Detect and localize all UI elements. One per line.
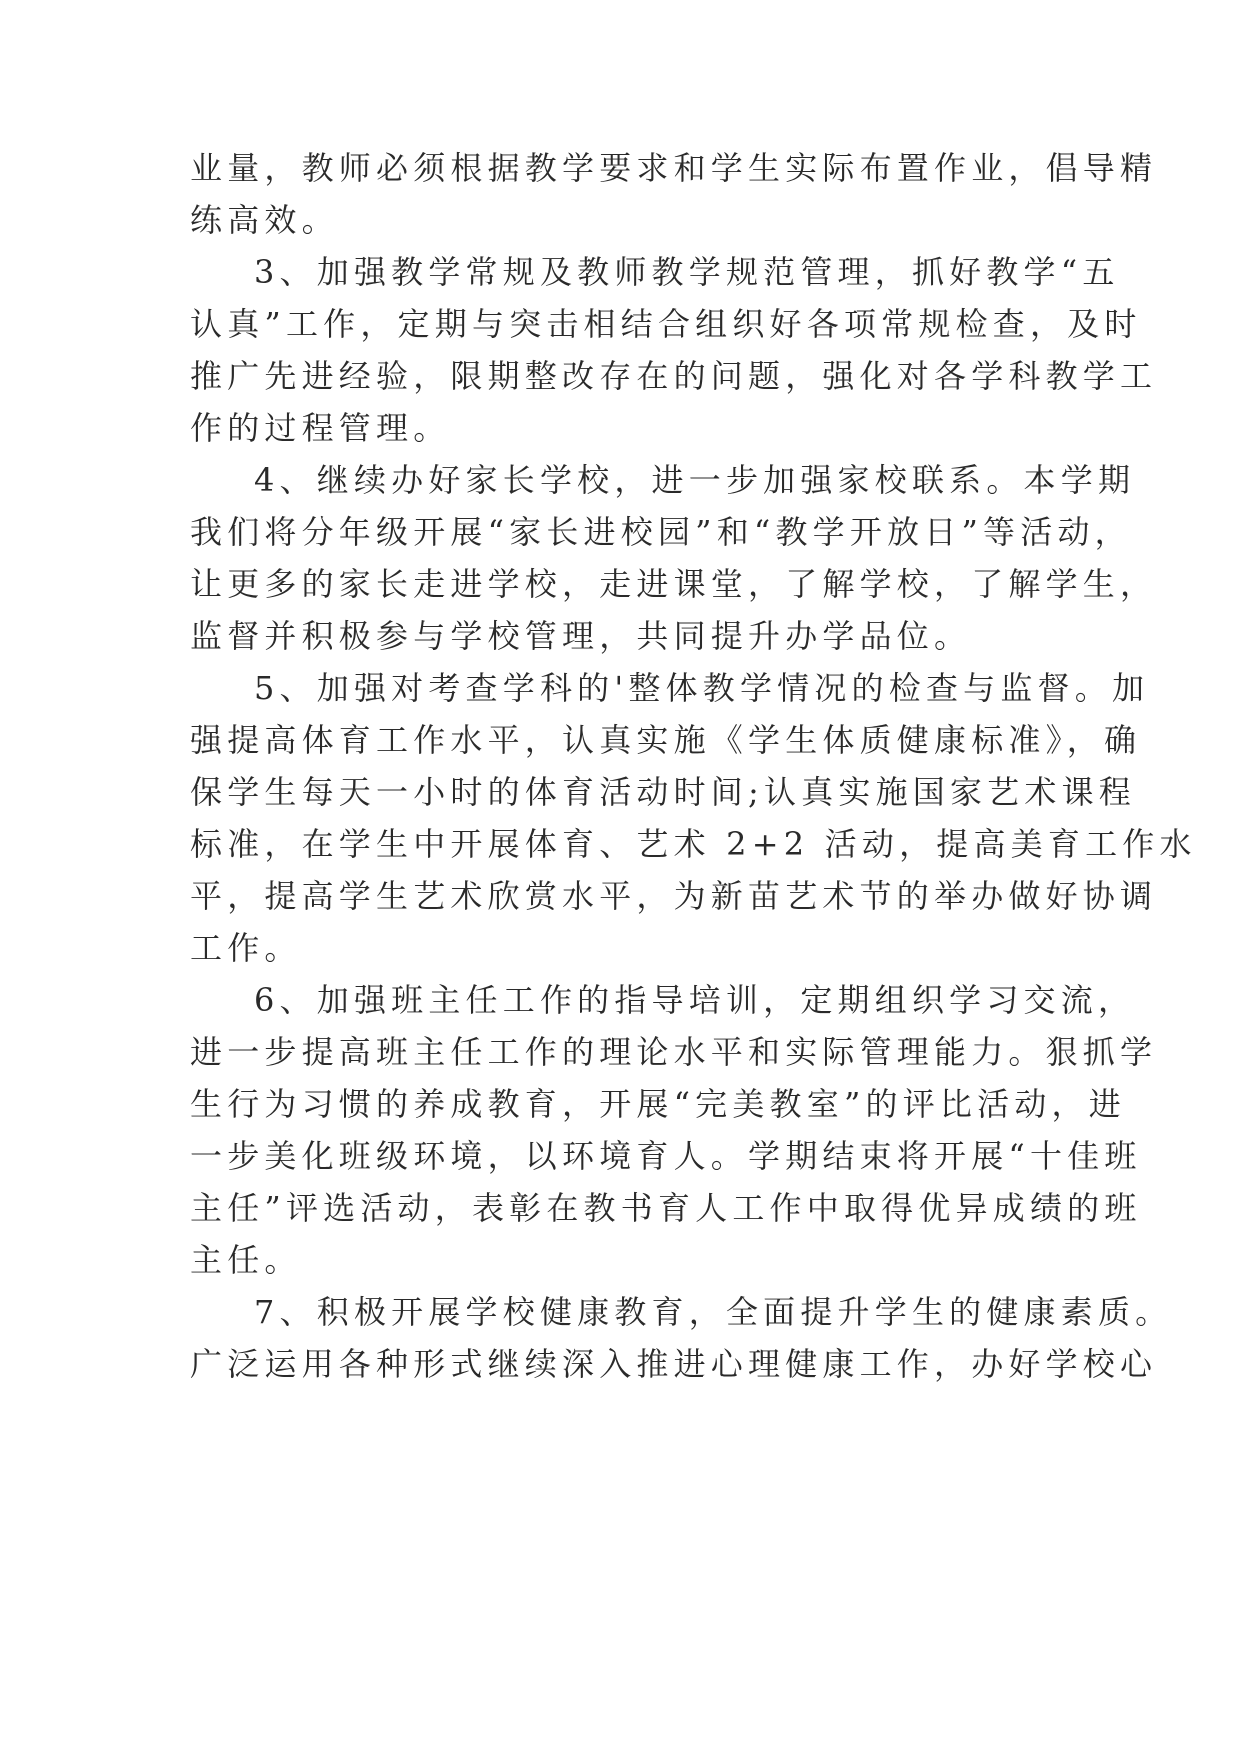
text-line: 作的过程管理。: [190, 409, 451, 447]
paragraph-start-line: 4、继续办好家长学校，进一步加强家校联系。本学期: [254, 461, 1136, 499]
paragraph-start-line: 6、加强班主任工作的指导培训，定期组织学习交流，: [254, 981, 1136, 1019]
paragraph-start-line: 5、加强对考查学科的'整体教学情况的检查与监督。加: [254, 669, 1150, 707]
text-line: 让更多的家长走进学校，走进课堂，了解学校，了解学生，: [190, 565, 1158, 603]
text-line: 主任。: [190, 1241, 302, 1279]
text-line: 标准，在学生中开展体育、艺术 2+2 活动，提高美育工作水: [190, 825, 1197, 863]
text-line: 进一步提高班主任工作的理论水平和实际管理能力。狠抓学: [190, 1033, 1158, 1071]
text-line: 我们将分年级开展“家长进校园”和“教学开放日”等活动，: [190, 513, 1132, 551]
text-line: 强提高体育工作水平，认真实施《学生体质健康标准》，确: [190, 721, 1142, 759]
text-line: 保学生每天一小时的体育活动时间;认真实施国家艺术课程: [190, 773, 1136, 811]
text-line: 主任”评选活动，表彰在教书育人工作中取得优异成绩的班: [190, 1189, 1142, 1227]
text-line: 练高效。: [190, 201, 339, 239]
text-line: 认真”工作，定期与突击相结合组织好各项常规检查，及时: [190, 305, 1142, 343]
text-line: 业量，教师必须根据教学要求和学生实际布置作业，倡导精: [190, 149, 1158, 187]
text-line: 平，提高学生艺术欣赏水平，为新苗艺术节的举办做好协调: [190, 877, 1158, 915]
paragraph-start-line: 3、加强教学常规及教师教学规范管理，抓好教学“五: [254, 253, 1120, 291]
text-line: 工作。: [190, 929, 302, 967]
paragraph-start-line: 7、积极开展学校健康教育，全面提升学生的健康素质。: [254, 1293, 1173, 1331]
text-line: 推广先进经验，限期整改存在的问题，强化对各学科教学工: [190, 357, 1158, 395]
text-line: 生行为习惯的养成教育，开展“完美教室”的评比活动，进: [190, 1085, 1126, 1123]
text-line: 监督并积极参与学校管理，共同提升办学品位。: [190, 617, 972, 655]
text-line: 广泛运用各种形式继续深入推进心理健康工作，办好学校心: [190, 1345, 1158, 1383]
text-line: 一步美化班级环境，以环境育人。学期结束将开展“十佳班: [190, 1137, 1142, 1175]
